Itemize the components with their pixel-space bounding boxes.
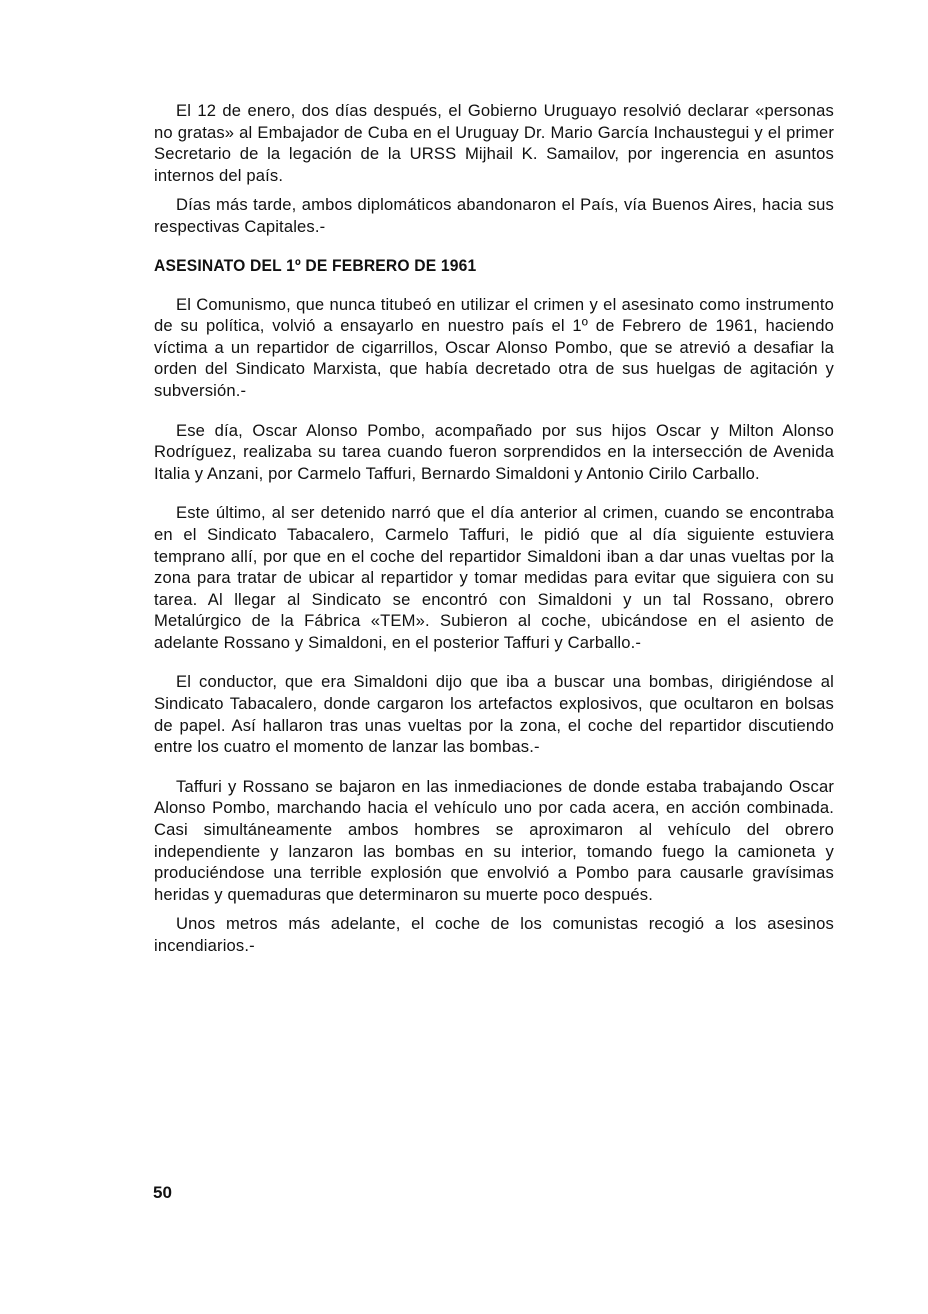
paragraph-driver-simaldoni: El conductor, que era Simaldoni dijo que iba a buscar una bombas, dirigiéndose al Sindicato Tabacalero, donde cargaron los artefactos explosivos, que ocultaron en bolsas de papel. Así hallaron tras unas vueltas por la zona, el coche del repartidor discutiendo entre los cuatro el momento de lanzar las bombas.- bbox=[154, 672, 834, 757]
section-gap bbox=[154, 238, 834, 256]
paragraph-gap bbox=[154, 186, 834, 194]
paragraph-communism-crime: El Comunismo, que nunca titubeó en utilizar el crimen y el asesinato como instrumento de su política, volvió a ensayarlo en nuestro país el 1º de Febrero de 1961, haciendo víctima a un repartidor de cigarrillos, Oscar Alonso Pombo, que se atrevió a desafiar la orden del Sindicato Marxista, que había decretado otra de sus huelgas de agitación y subversión.- bbox=[154, 294, 834, 400]
paragraph-diplomats-leave: Días más tarde, ambos diplomáticos abandonaron el País, vía Buenos Aires, hacia sus respectivas Capitales.- bbox=[154, 195, 834, 236]
paragraph-cuba-ambassador-expelled: El 12 de enero, dos días después, el Gobierno Uruguayo resolvió declarar «personas no gratas» al Embajador de Cuba en el Uruguay Dr. Mario García Inchaustegui y el primer Secretario de la legación de la URSS Mijhail K. Samailov, por ingerencia en asuntos internos del país. bbox=[154, 101, 834, 185]
text-column bbox=[154, 100, 834, 957]
paragraph-gap bbox=[154, 402, 834, 420]
paragraph-that-day: Ese día, Oscar Alonso Pombo, acompañado por sus hijos Oscar y Milton Alonso Rodríguez, realizaba su tarea cuando fueron sorprendidos en la intersección de Avenida Italia y Anzani, por Carmelo Taffuri, Bernardo Simaldoni y Antonio Cirilo Carballo. bbox=[154, 420, 834, 483]
paragraph-carballo-testimony: Este último, al ser detenido narró que el día anterior al crimen, cuando se encontraba en el Sindicato Tabacalero, Carmelo Taffuri, le pidió que al día siguiente estuviera temprano allí, por que en el coche del repartidor Simaldoni iban a dar unas vueltas por la zona para tratar de ubicar al repartidor y tomar medidas para evitar que siguiera con su tarea. Al llegar al Sindicato se encontró con Simaldoni y un tal Rossano, obrero Metalúrgico de la Fábrica «TEM». Subieron al coche, ubicándose en el asiento de adelante Rossano y Simaldoni, en el posterior Taffuri y Carballo.- bbox=[154, 503, 834, 652]
paragraph-bombs-thrown: Taffuri y Rossano se bajaron en las inmediaciones de donde estaba trabajando Oscar Alonso Pombo, marchando hacia el vehículo uno por cada acera, en acción combinada. Casi simultáneamente ambos hombres se aproximaron al vehículo del obrero independiente y lanzaron las bombas en su interior, tomando fuego la camioneta y produciéndose una terrible explosión que envolvió a Pombo para causarle gravísimas heridas y quemaduras que determinaron su muerte poco después. bbox=[154, 776, 834, 904]
section-gap bbox=[154, 276, 834, 294]
page-number: 50 bbox=[153, 1183, 172, 1202]
paragraph-gap bbox=[154, 653, 834, 671]
paragraph-assassins-picked-up: Unos metros más adelante, el coche de los comunistas recogió a los asesinos incendiarios.- bbox=[154, 914, 834, 955]
paragraph-gap bbox=[154, 905, 834, 913]
paragraph-gap bbox=[154, 484, 834, 502]
section-heading: ASESINATO DEL 1º DE FEBRERO DE 1961 bbox=[154, 255, 477, 275]
paragraph-gap bbox=[154, 758, 834, 776]
